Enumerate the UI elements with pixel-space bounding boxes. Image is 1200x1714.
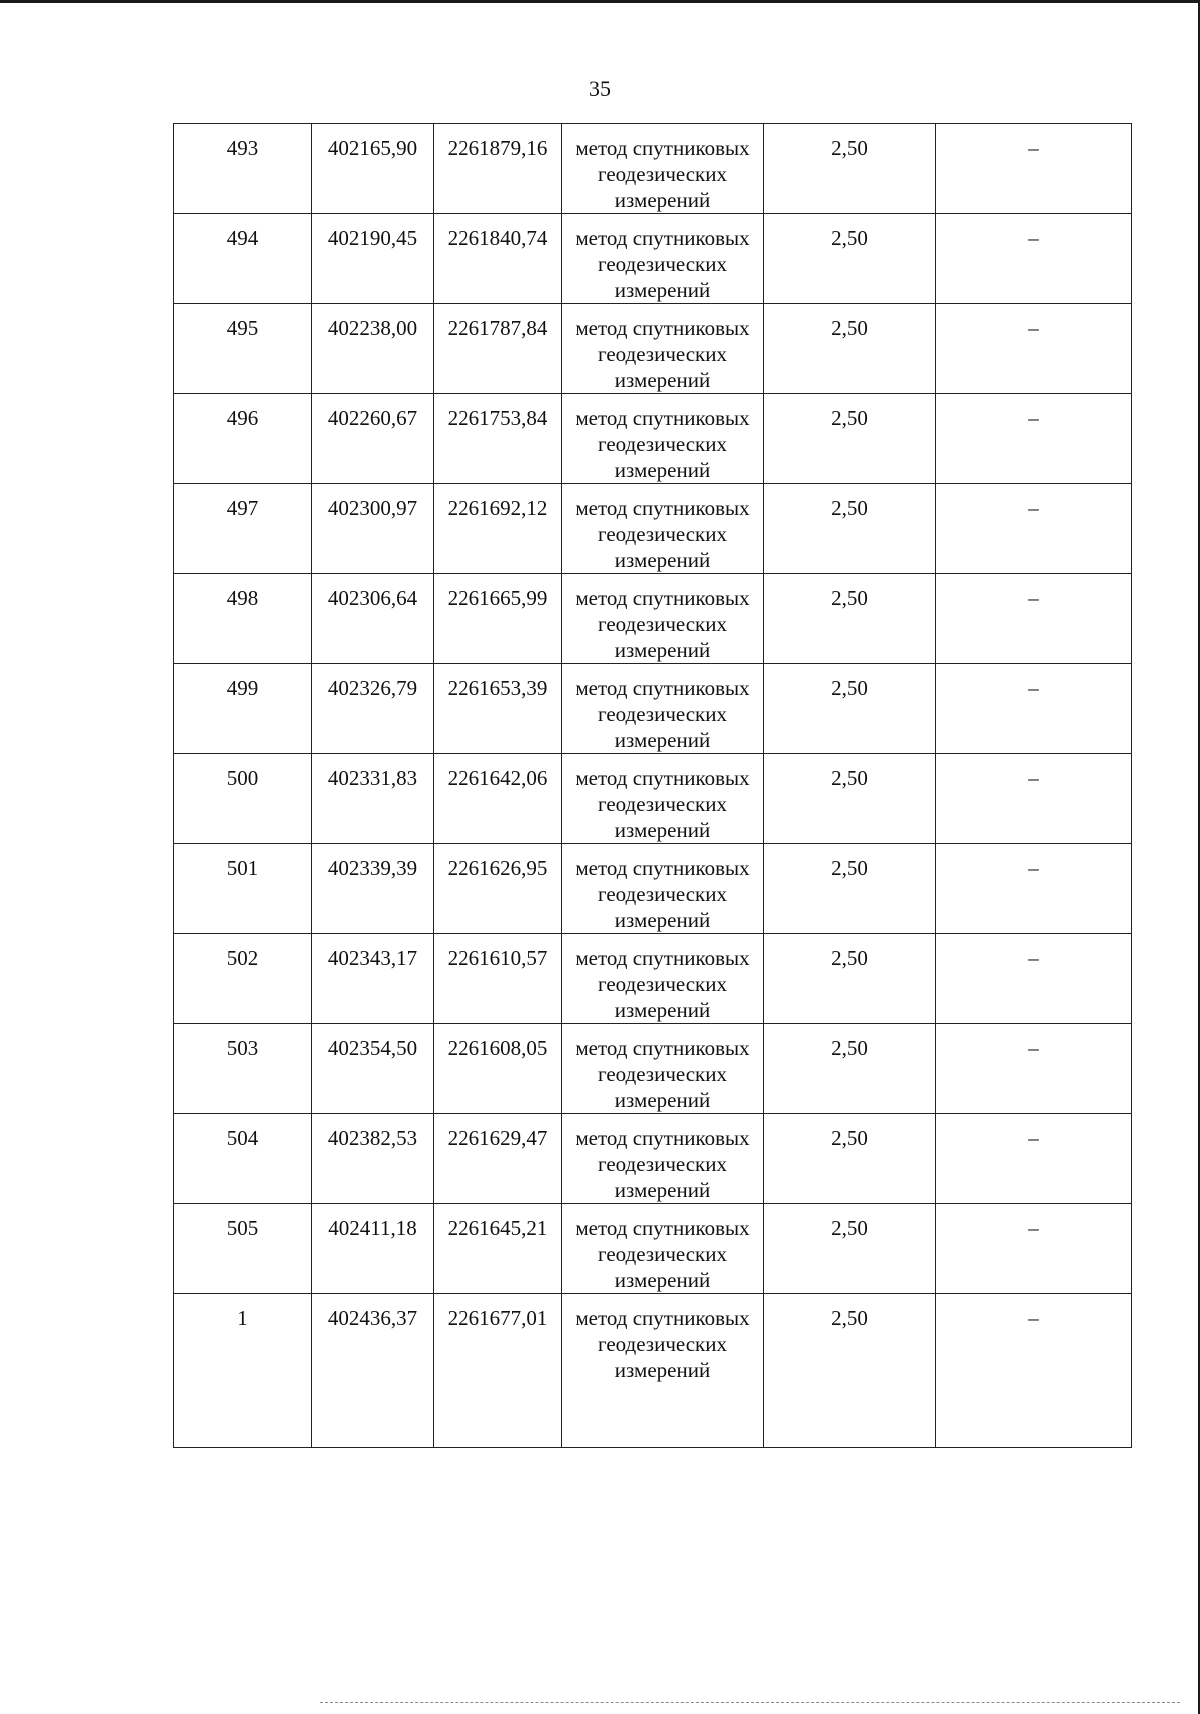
method-cell: [562, 1114, 764, 1204]
accuracy-cell: 2,50: [764, 1204, 936, 1294]
method-cell: [562, 574, 764, 664]
accuracy-cell: 2,50: [764, 754, 936, 844]
y-coordinate-cell: 2261879,16: [434, 124, 562, 214]
point-number-cell: 497: [174, 484, 312, 574]
note-cell: –: [936, 664, 1132, 754]
accuracy-cell: 2,50: [764, 574, 936, 664]
table-row: [174, 1114, 1132, 1204]
y-coordinate-cell: 2261787,84: [434, 304, 562, 394]
y-coordinate-cell: 2261642,06: [434, 754, 562, 844]
y-coordinate-cell: 2261645,21: [434, 1204, 562, 1294]
y-coordinate-cell: 2261608,05: [434, 1024, 562, 1114]
method-text: метод спутниковых геодезических измерений: [575, 136, 750, 212]
scan-edge-bottom: [320, 1702, 1180, 1704]
method-cell: [562, 394, 764, 484]
method-text: метод спутниковых геодезических измерений: [575, 766, 750, 842]
x-coordinate-cell: 402300,97: [312, 484, 434, 574]
x-coordinate-cell: 402190,45: [312, 214, 434, 304]
point-number-cell: 1: [174, 1294, 312, 1448]
y-coordinate-cell: 2261692,12: [434, 484, 562, 574]
note-cell: –: [936, 394, 1132, 484]
accuracy-cell: 2,50: [764, 124, 936, 214]
y-coordinate-cell: 2261626,95: [434, 844, 562, 934]
method-cell: [562, 1204, 764, 1294]
page-number: 35: [589, 76, 611, 101]
table-row: [174, 844, 1132, 934]
accuracy-cell: 2,50: [764, 484, 936, 574]
table-row: [174, 214, 1132, 304]
accuracy-cell: 2,50: [764, 1024, 936, 1114]
method-cell: [562, 124, 764, 214]
note-cell: –: [936, 574, 1132, 664]
accuracy-cell: 2,50: [764, 934, 936, 1024]
method-cell: [562, 664, 764, 754]
accuracy-cell: 2,50: [764, 214, 936, 304]
x-coordinate-cell: 402326,79: [312, 664, 434, 754]
point-number-cell: 505: [174, 1204, 312, 1294]
y-coordinate-cell: 2261610,57: [434, 934, 562, 1024]
x-coordinate-cell: 402331,83: [312, 754, 434, 844]
note-cell: –: [936, 124, 1132, 214]
method-text: метод спутниковых геодезических измерений: [575, 946, 750, 1022]
point-number-cell: 501: [174, 844, 312, 934]
method-text: метод спутниковых геодезических измерений: [575, 1036, 750, 1112]
y-coordinate-cell: 2261753,84: [434, 394, 562, 484]
method-cell: [562, 1294, 764, 1448]
x-coordinate-cell: 402306,64: [312, 574, 434, 664]
accuracy-cell: 2,50: [764, 304, 936, 394]
scan-edge-top: [0, 0, 1200, 3]
y-coordinate-cell: 2261653,39: [434, 664, 562, 754]
x-coordinate-cell: 402238,00: [312, 304, 434, 394]
method-text: метод спутниковых геодезических измерений: [575, 1306, 750, 1382]
point-number-cell: 494: [174, 214, 312, 304]
note-cell: –: [936, 484, 1132, 574]
note-cell: –: [936, 1024, 1132, 1114]
note-cell: –: [936, 1294, 1132, 1448]
point-number-cell: 499: [174, 664, 312, 754]
method-text: метод спутниковых геодезических измерений: [575, 406, 750, 482]
point-number-cell: 493: [174, 124, 312, 214]
method-cell: [562, 484, 764, 574]
accuracy-cell: 2,50: [764, 394, 936, 484]
x-coordinate-cell: 402436,37: [312, 1294, 434, 1448]
x-coordinate-cell: 402411,18: [312, 1204, 434, 1294]
point-number-cell: 504: [174, 1114, 312, 1204]
method-cell: [562, 934, 764, 1024]
accuracy-cell: 2,50: [764, 664, 936, 754]
method-cell: [562, 304, 764, 394]
x-coordinate-cell: 402165,90: [312, 124, 434, 214]
method-text: метод спутниковых геодезических измерений: [575, 316, 750, 392]
table-row: [174, 934, 1132, 1024]
note-cell: –: [936, 844, 1132, 934]
y-coordinate-cell: 2261629,47: [434, 1114, 562, 1204]
table-row: [174, 484, 1132, 574]
point-number-cell: 500: [174, 754, 312, 844]
point-number-cell: 495: [174, 304, 312, 394]
method-cell: [562, 844, 764, 934]
y-coordinate-cell: 2261665,99: [434, 574, 562, 664]
point-number-cell: 503: [174, 1024, 312, 1114]
y-coordinate-cell: 2261677,01: [434, 1294, 562, 1448]
point-number-cell: 496: [174, 394, 312, 484]
method-cell: [562, 214, 764, 304]
note-cell: –: [936, 304, 1132, 394]
table-row: [174, 304, 1132, 394]
table-row: [174, 1294, 1132, 1448]
point-number-cell: 502: [174, 934, 312, 1024]
x-coordinate-cell: 402354,50: [312, 1024, 434, 1114]
table-row: [174, 1204, 1132, 1294]
method-text: метод спутниковых геодезических измерений: [575, 1216, 750, 1292]
table-row: [174, 664, 1132, 754]
coordinates-table: [173, 123, 1132, 1448]
method-text: метод спутниковых геодезических измерений: [575, 676, 750, 752]
accuracy-cell: 2,50: [764, 1114, 936, 1204]
note-cell: –: [936, 1204, 1132, 1294]
method-text: метод спутниковых геодезических измерений: [575, 1126, 750, 1202]
point-number-cell: 498: [174, 574, 312, 664]
x-coordinate-cell: 402339,39: [312, 844, 434, 934]
method-cell: [562, 754, 764, 844]
note-cell: –: [936, 214, 1132, 304]
method-text: метод спутниковых геодезических измерений: [575, 226, 750, 302]
table-row: [174, 1024, 1132, 1114]
x-coordinate-cell: 402260,67: [312, 394, 434, 484]
table-row: [174, 394, 1132, 484]
method-text: метод спутниковых геодезических измерений: [575, 586, 750, 662]
method-cell: [562, 1024, 764, 1114]
table-row: [174, 574, 1132, 664]
x-coordinate-cell: 402343,17: [312, 934, 434, 1024]
table-row: [174, 124, 1132, 214]
method-text: метод спутниковых геодезических измерений: [575, 496, 750, 572]
accuracy-cell: 2,50: [764, 1294, 936, 1448]
note-cell: –: [936, 1114, 1132, 1204]
note-cell: –: [936, 754, 1132, 844]
x-coordinate-cell: 402382,53: [312, 1114, 434, 1204]
table-body: [174, 124, 1132, 1448]
accuracy-cell: 2,50: [764, 844, 936, 934]
table-row: [174, 754, 1132, 844]
note-cell: –: [936, 934, 1132, 1024]
y-coordinate-cell: 2261840,74: [434, 214, 562, 304]
method-text: метод спутниковых геодезических измерений: [575, 856, 750, 932]
